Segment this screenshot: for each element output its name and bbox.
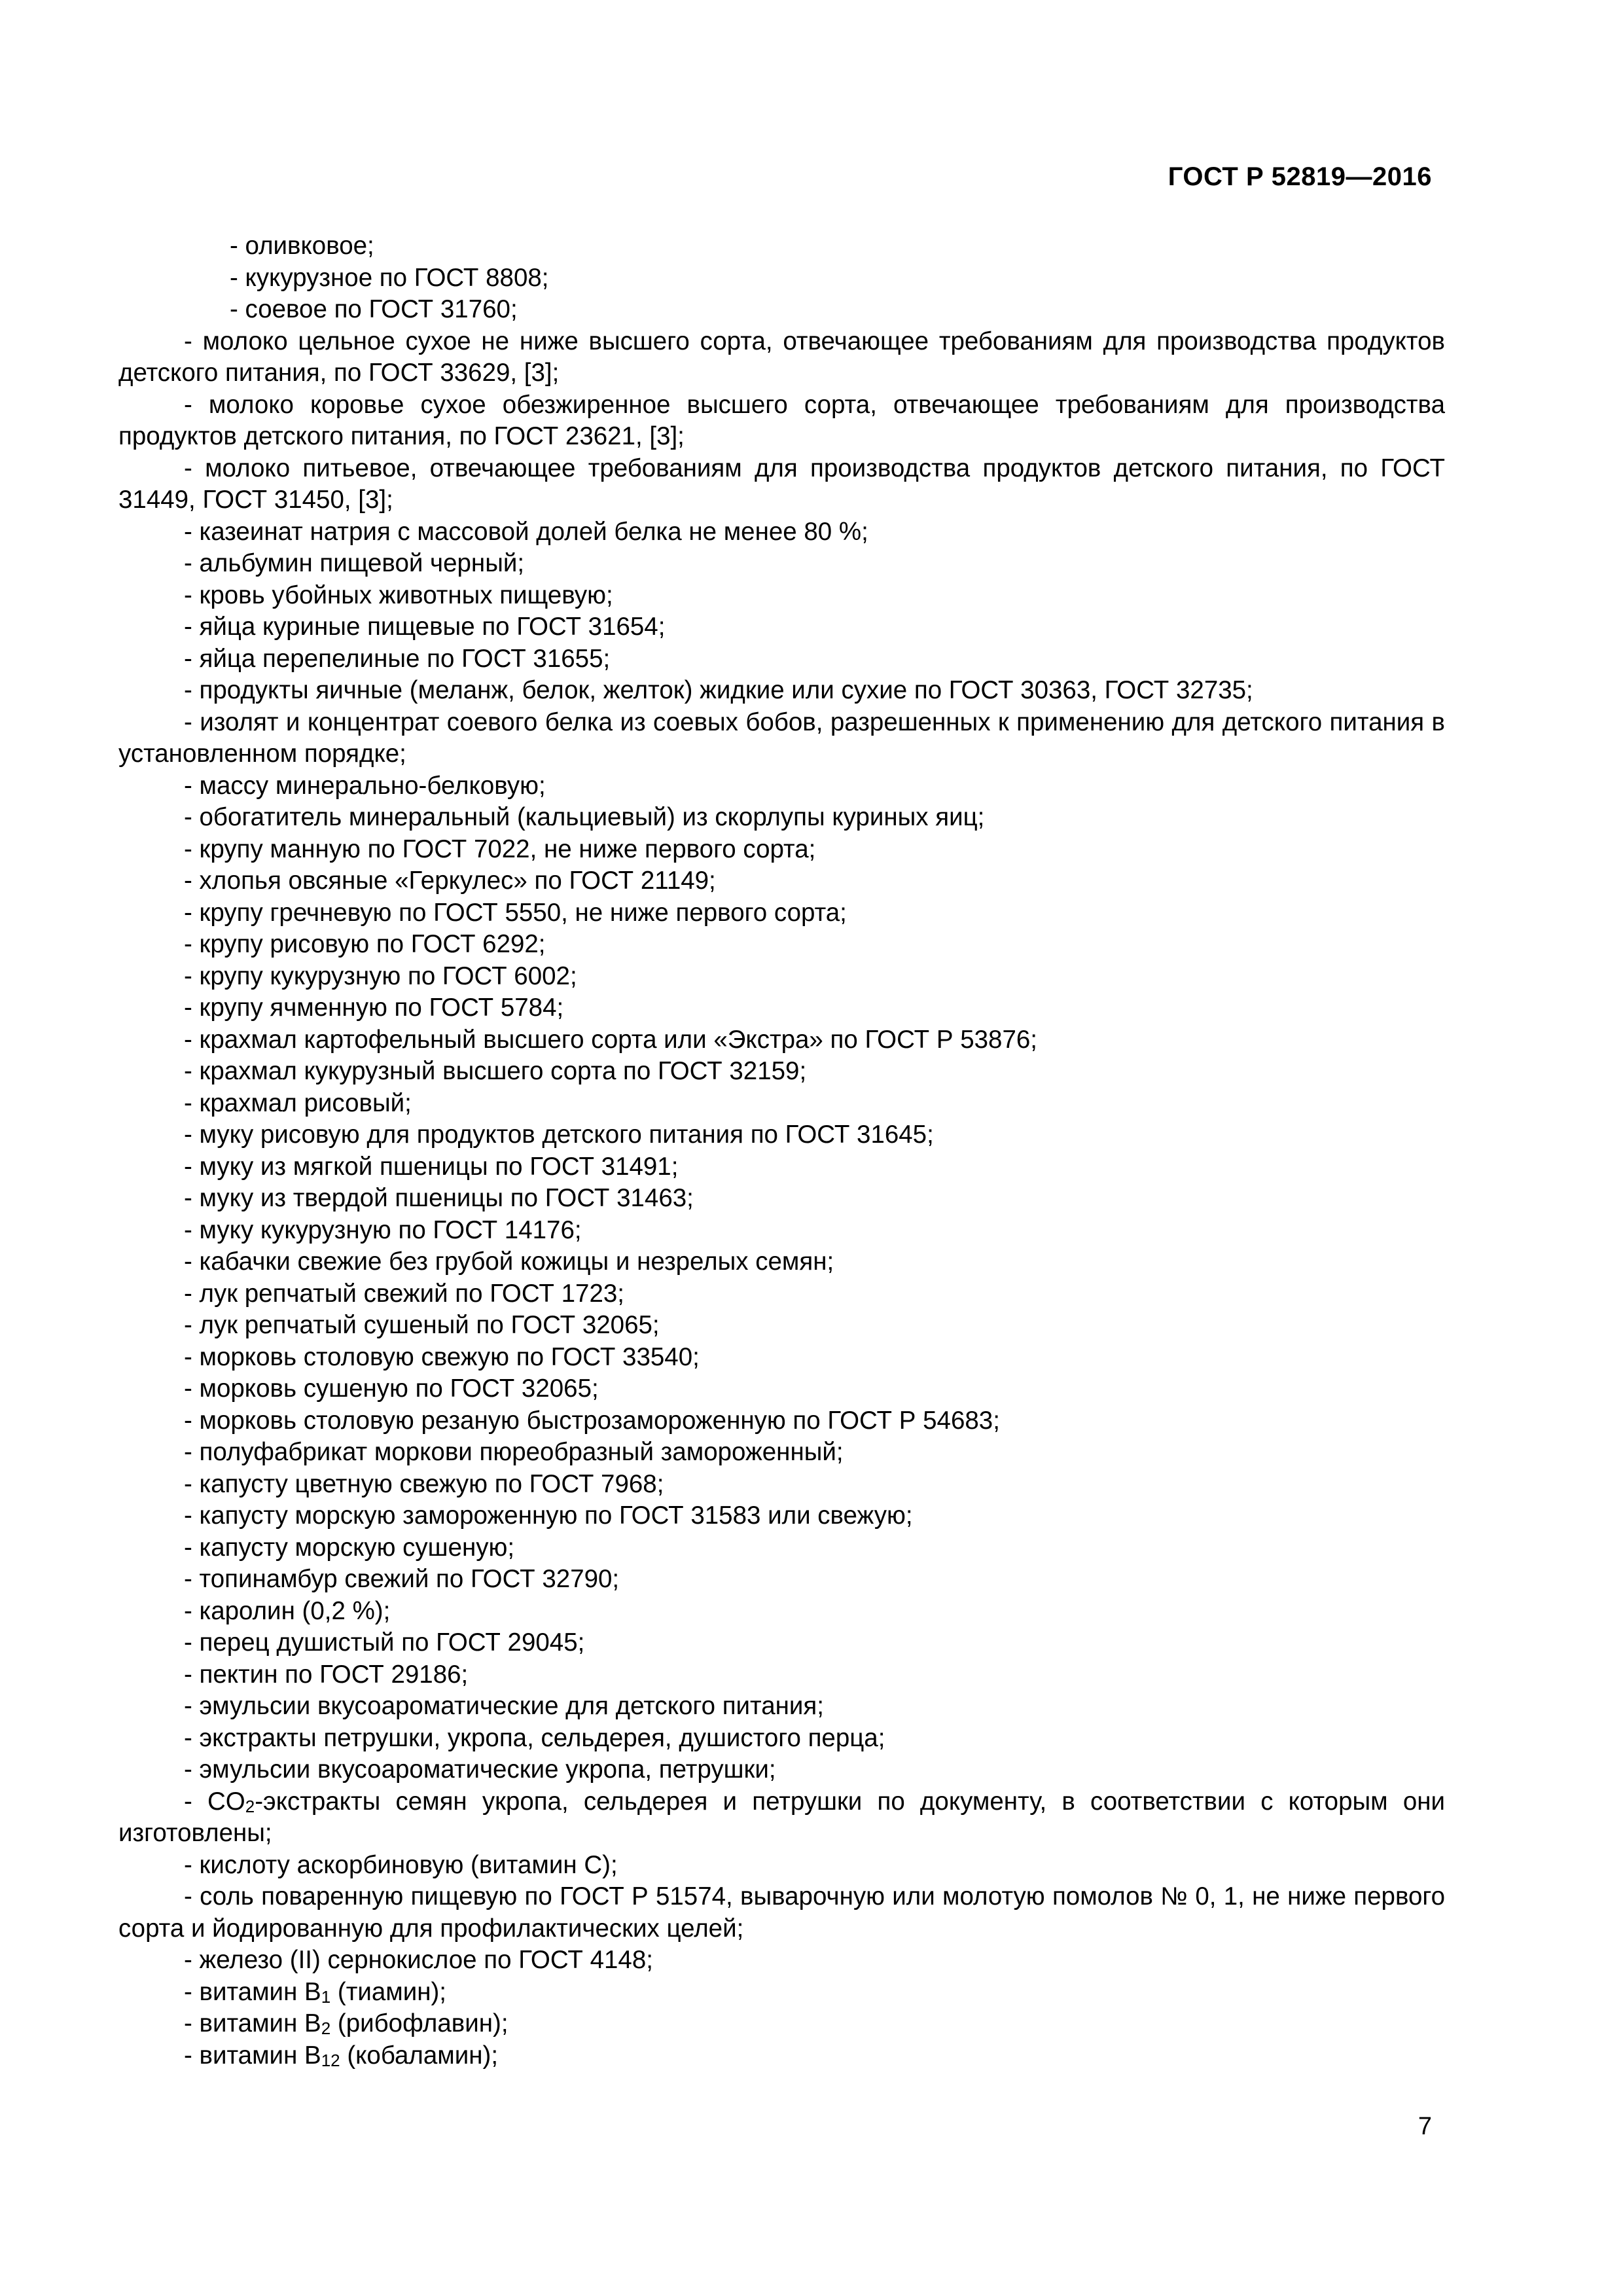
list-item: - полуфабрикат моркови пюреобразный замороженный; bbox=[184, 1438, 844, 1466]
list-item: - топинамбур свежий по ГОСТ 32790; bbox=[184, 1565, 620, 1593]
list-item: - молоко коровье сухое обезжиренное высшего сорта, отвечающее требованиям для производства продуктов детского питания, по ГОСТ 23621, [3]; bbox=[118, 390, 1445, 450]
list-item: - крахмал картофельный высшего сорта или «Экстра» по ГОСТ Р 53876; bbox=[184, 1025, 1037, 1054]
list-item: - крахмал рисовый; bbox=[184, 1088, 412, 1117]
list-item: - обогатитель минеральный (кальциевый) из скорлупы куриных яиц; bbox=[184, 803, 985, 831]
list-item: - морковь столовую свежую по ГОСТ 33540; bbox=[184, 1342, 700, 1371]
co2-prefix: - CO bbox=[184, 1787, 245, 1816]
list-item: - капусту цветную свежую по ГОСТ 7968; bbox=[184, 1469, 664, 1498]
list-item: - оливковое; bbox=[230, 232, 374, 260]
list-item: - экстракты петрушки, укропа, сельдерея, душистого перца; bbox=[184, 1723, 885, 1752]
list-item: - молоко цельное сухое не ниже высшего сорта, отвечающее требованиям для производства продуктов детского питания, по ГОСТ 33629, [3]; bbox=[118, 327, 1445, 387]
list-item: - каролин (0,2 %); bbox=[184, 1596, 391, 1625]
list-item: - кабачки свежие без грубой кожицы и незрелых семян; bbox=[184, 1247, 834, 1276]
vitamin-text: (кобаламин); bbox=[340, 2041, 499, 2070]
list-item: - муку кукурузную по ГОСТ 14176; bbox=[184, 1215, 582, 1244]
co2-text: -экстракты семян укропа, сельдерея и петрушки по документу, в соответствии с которым они изготовлены; bbox=[118, 1787, 1445, 1847]
list-item: - морковь столовую резаную быстрозамороженную по ГОСТ Р 54683; bbox=[184, 1406, 1000, 1435]
list-item: - морковь сушеную по ГОСТ 32065; bbox=[184, 1374, 599, 1403]
vitamin-prefix: - витамин В bbox=[184, 2009, 321, 2037]
vitamin-subscript: 2 bbox=[321, 2018, 331, 2038]
list-item: - крахмал кукурузный высшего сорта по ГОСТ 32159; bbox=[184, 1057, 807, 1085]
list-item: - массу минерально-белковую; bbox=[184, 771, 546, 800]
list-item: - крупу ячменную по ГОСТ 5784; bbox=[184, 994, 564, 1022]
vitamin-prefix: - витамин В bbox=[184, 2041, 321, 2070]
list-item: - кислоту аскорбиновую (витамин С); bbox=[184, 1850, 618, 1879]
list-item: - муку рисовую для продуктов детского питания по ГОСТ 31645; bbox=[184, 1121, 934, 1149]
list-item-vitamin-b12 bbox=[118, 2040, 1445, 2072]
list-item: - казеинат натрия с массовой долей белка не менее 80 %; bbox=[184, 517, 868, 546]
vitamin-text: (тиамин); bbox=[330, 1977, 446, 2006]
list-item: - лук репчатый свежий по ГОСТ 1723; bbox=[184, 1279, 624, 1308]
list-item: - железо (II) сернокислое по ГОСТ 4148; bbox=[184, 1946, 653, 1974]
list-item: - эмульсии вкусоароматические для детского питания; bbox=[184, 1692, 824, 1720]
list-item-co2-extracts bbox=[118, 1786, 1445, 1850]
co2-subscript: 2 bbox=[245, 1796, 255, 1816]
list-item: - крупу рисовую по ГОСТ 6292; bbox=[184, 930, 546, 958]
list-item: - соевое по ГОСТ 31760; bbox=[230, 295, 518, 323]
document-code-header: ГОСТ Р 52819—2016 bbox=[1168, 162, 1432, 191]
list-item: - яйца куриные пищевые по ГОСТ 31654; bbox=[184, 613, 666, 641]
list-item: - крупу кукурузную по ГОСТ 6002; bbox=[184, 961, 577, 990]
list-item: - муку из твердой пшеницы по ГОСТ 31463; bbox=[184, 1184, 694, 1212]
list-item: - крупу манную по ГОСТ 7022, не ниже первого сорта; bbox=[184, 834, 816, 863]
vitamin-subscript: 12 bbox=[321, 2050, 340, 2070]
list-item: - яйца перепелиные по ГОСТ 31655; bbox=[184, 644, 611, 673]
page-number: 7 bbox=[1418, 2113, 1432, 2140]
vitamin-text: (рибофлавин); bbox=[330, 2009, 508, 2037]
list-item: - лук репчатый сушеный по ГОСТ 32065; bbox=[184, 1311, 660, 1339]
list-item-vitamin-b1 bbox=[118, 1977, 1445, 2009]
ingredient-list bbox=[118, 230, 1445, 2072]
list-item: - кукурузное по ГОСТ 8808; bbox=[230, 263, 549, 292]
list-item: - капусту морскую замороженную по ГОСТ 31583 или свежую; bbox=[184, 1501, 913, 1530]
list-item: - капусту морскую сушеную; bbox=[184, 1533, 515, 1562]
list-item: - эмульсии вкусоароматические укропа, петрушки; bbox=[184, 1755, 776, 1784]
list-item: - продукты яичные (меланж, белок, желток) жидкие или сухие по ГОСТ 30363, ГОСТ 32735; bbox=[184, 676, 1253, 704]
list-item: - изолят и концентрат соевого белка из соевых бобов, разрешенных к применению для детского питания в установленном порядке; bbox=[118, 708, 1445, 768]
list-item: - муку из мягкой пшеницы по ГОСТ 31491; bbox=[184, 1152, 679, 1181]
list-item: - пектин по ГОСТ 29186; bbox=[184, 1660, 469, 1689]
list-item: - альбумин пищевой черный; bbox=[184, 549, 525, 577]
list-item: - перец душистый по ГОСТ 29045; bbox=[184, 1628, 585, 1657]
list-item: - кровь убойных животных пищевую; bbox=[184, 581, 613, 609]
list-item: - молоко питьевое, отвечающее требованиям для производства продуктов детского питания, по ГОСТ 31449, ГОСТ 31450, [3]; bbox=[118, 454, 1445, 514]
list-item-vitamin-b2 bbox=[118, 2008, 1445, 2040]
list-item: - крупу гречневую по ГОСТ 5550, не ниже первого сорта; bbox=[184, 898, 847, 927]
list-item: - соль поваренную пищевую по ГОСТ Р 51574, выварочную или молотую помолов № 0, 1, не ниже первого сорта и йодированную для профилактических целей; bbox=[118, 1882, 1445, 1943]
vitamin-subscript: 1 bbox=[321, 1986, 331, 2007]
vitamin-prefix: - витамин В bbox=[184, 1977, 321, 2006]
list-item: - хлопья овсяные «Геркулес» по ГОСТ 21149; bbox=[184, 867, 716, 895]
